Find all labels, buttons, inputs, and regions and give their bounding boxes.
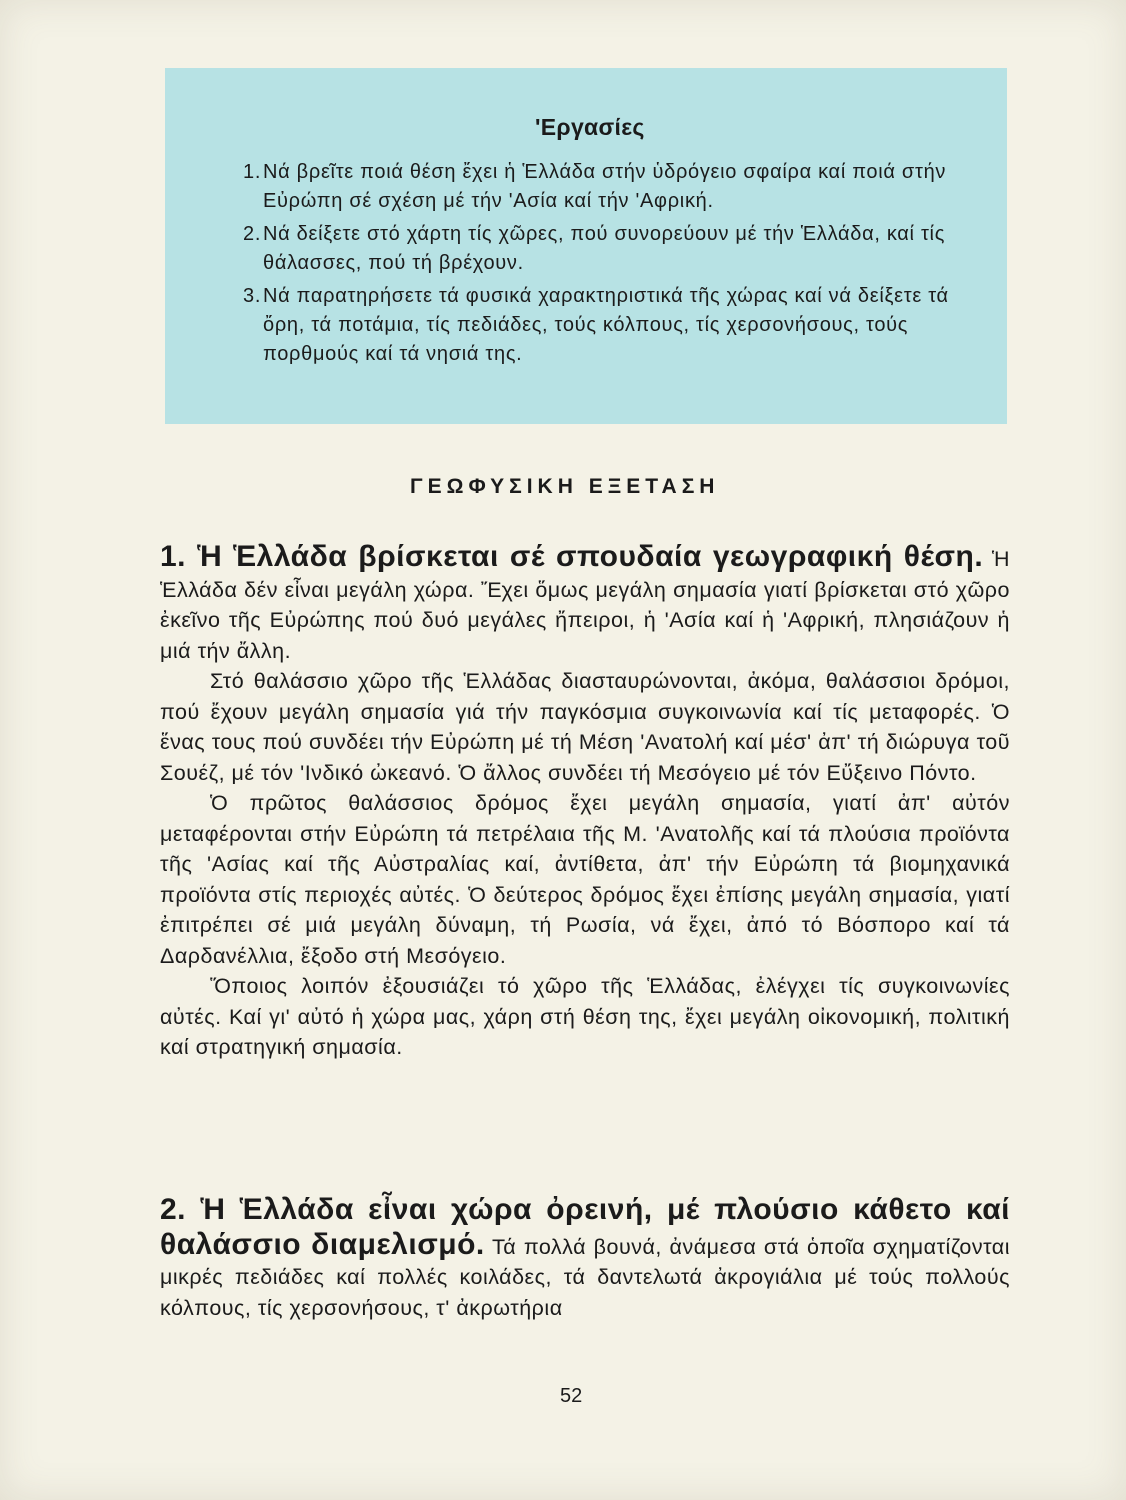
section-heading: ΓΕΩΦΥΣΙΚΗ ΕΞΕΤΑΣΗ bbox=[410, 475, 720, 498]
exercise-list bbox=[245, 158, 980, 373]
chapter-2 bbox=[160, 1193, 1010, 1323]
chapter-2-paragraph-1 bbox=[160, 1193, 1010, 1323]
exercise-text: Νά παρατηρήσετε τά φυσικά χαρακτηριστικά τῆς χώρας καί νά δείξετε τά ὄρη, τά ποτάμια, τίς πεδιάδες, τούς κόλπους, τίς χερσονήσους, τούς πορθμούς καί τά νησιά της. bbox=[263, 285, 949, 365]
chapter-1-paragraph-3: Ὁ πρῶτος θαλάσσιος δρόμος ἔχει μεγάλη σημασία, γιατί ἀπ' αὐτόν μεταφέρονται στήν Εὐρώπη τά πετρέλαια τῆς Μ. 'Ανατολῆς καί τά πλούσια προϊόντα τῆς 'Ασίας καί τῆς Αὐστραλίας καί, ἀντίθετα, ἀπ' τήν Εὐρώπη τά βιομηχανικά προϊόντα στίς περιοχές αὐτές. Ὁ δεύτερος δρόμος ἔχει ἐπίσης μεγάλη σημασία, γιατί ἐπιτρέπει σέ μιά μεγάλη δύναμη, τή Ρωσία, νά ἔχει, ἀπό τό Βόσπορο καί τά Δαρδανέλλια, ἔξοδο στή Μεσόγειο. bbox=[160, 791, 1010, 968]
chapter-1-paragraph-4: Ὅποιος λοιπόν ἐξουσιάζει τό χῶρο τῆς Ἑλλάδας, ἐλέγχει τίς συγκοινωνίες αὐτές. Καί γι' αὐτό ἡ χώρα μας, χάρη στή θέση της, ἔχει μεγάλη οἰκονομική, πολιτική καί στρατηγική σημασία. bbox=[160, 974, 1010, 1059]
exercise-number: 3. bbox=[243, 285, 262, 307]
chapter-1-paragraph-2: Στό θαλάσσιο χῶρο τῆς Ἑλλάδας διασταυρώνονται, ἀκόμα, θαλάσσιοι δρόμοι, πού ἔχουν μεγάλη σημασία γιά τήν παγκόσμια συγκοινωνία καί τίς μεταφορές. Ὁ ἕνας τους πού συνδέει τήν Εὐρώπη μέ τή Μέση 'Ανατολή καί μέσ' ἀπ' τή διώρυγα τοῦ Σουέζ, μέ τόν 'Ινδικό ὠκεανό. Ὁ ἄλλος συνδέει τή Μεσόγειο μέ τόν Εὔξεινο Πόντο. bbox=[160, 669, 1010, 785]
chapter-1-text: Ἡ Ἑλλάδα δέν εἶναι μεγάλη χώρα. Ἔχει ὅμως μεγάλη σημασία γιατί βρίσκεται στό χῶρο ἐκεῖνο τῆς Εὐρώπης πού δυό μεγάλες ἤπειροι, ἡ 'Ασία καί ἡ 'Αφρική, πλησιάζουν ἡ μιά τήν ἄλλη. bbox=[160, 547, 1010, 663]
chapter-2-text: Τά πολλά βουνά, ἀνάμεσα στά ὁποῖα σχηματίζονται μικρές πεδιάδες καί πολλές κοιλάδες, τά δαντελωτά ἀκρογιάλια μέ τούς πολλούς κόλπους, τίς χερσονήσους, τ' ἀκρωτήρια bbox=[160, 1234, 1010, 1320]
exercise-item bbox=[245, 220, 980, 278]
exercise-text: Νά δείξετε στό χάρτη τίς χῶρες, πού συνορεύουν μέ τήν Ἑλλάδα, καί τίς θάλασσες, πού τή βρέχουν. bbox=[263, 223, 946, 274]
chapter-1-paragraph-1 bbox=[160, 540, 1010, 666]
exercise-item bbox=[245, 158, 980, 216]
exercise-number: 1. bbox=[243, 161, 262, 183]
exercise-text: Νά βρεῖτε ποιά θέση ἔχει ἡ Ἑλλάδα στήν ὑδρόγειο σφαίρα καί ποιά στήν Εὐρώπη σέ σχέση μέ τήν 'Ασία καί τήν 'Αφρική. bbox=[263, 161, 947, 212]
chapter-1-heading: 1. Ἡ Ἑλλάδα βρίσκεται σέ σπουδαία γεωγραφική θέση. bbox=[160, 540, 984, 573]
chapter-2-heading: 2. Ἡ Ἑλλάδα εἶναι χώρα ὀρεινή, μέ πλούσιο κάθετο καί θαλάσσιο διαμελισμό. bbox=[160, 1193, 1010, 1261]
page-number: 52 bbox=[560, 1385, 583, 1407]
exercise-number: 2. bbox=[243, 223, 262, 245]
exercise-title: 'Εργασίες bbox=[535, 114, 645, 140]
exercise-item bbox=[245, 282, 980, 369]
chapter-1 bbox=[160, 540, 1010, 1063]
